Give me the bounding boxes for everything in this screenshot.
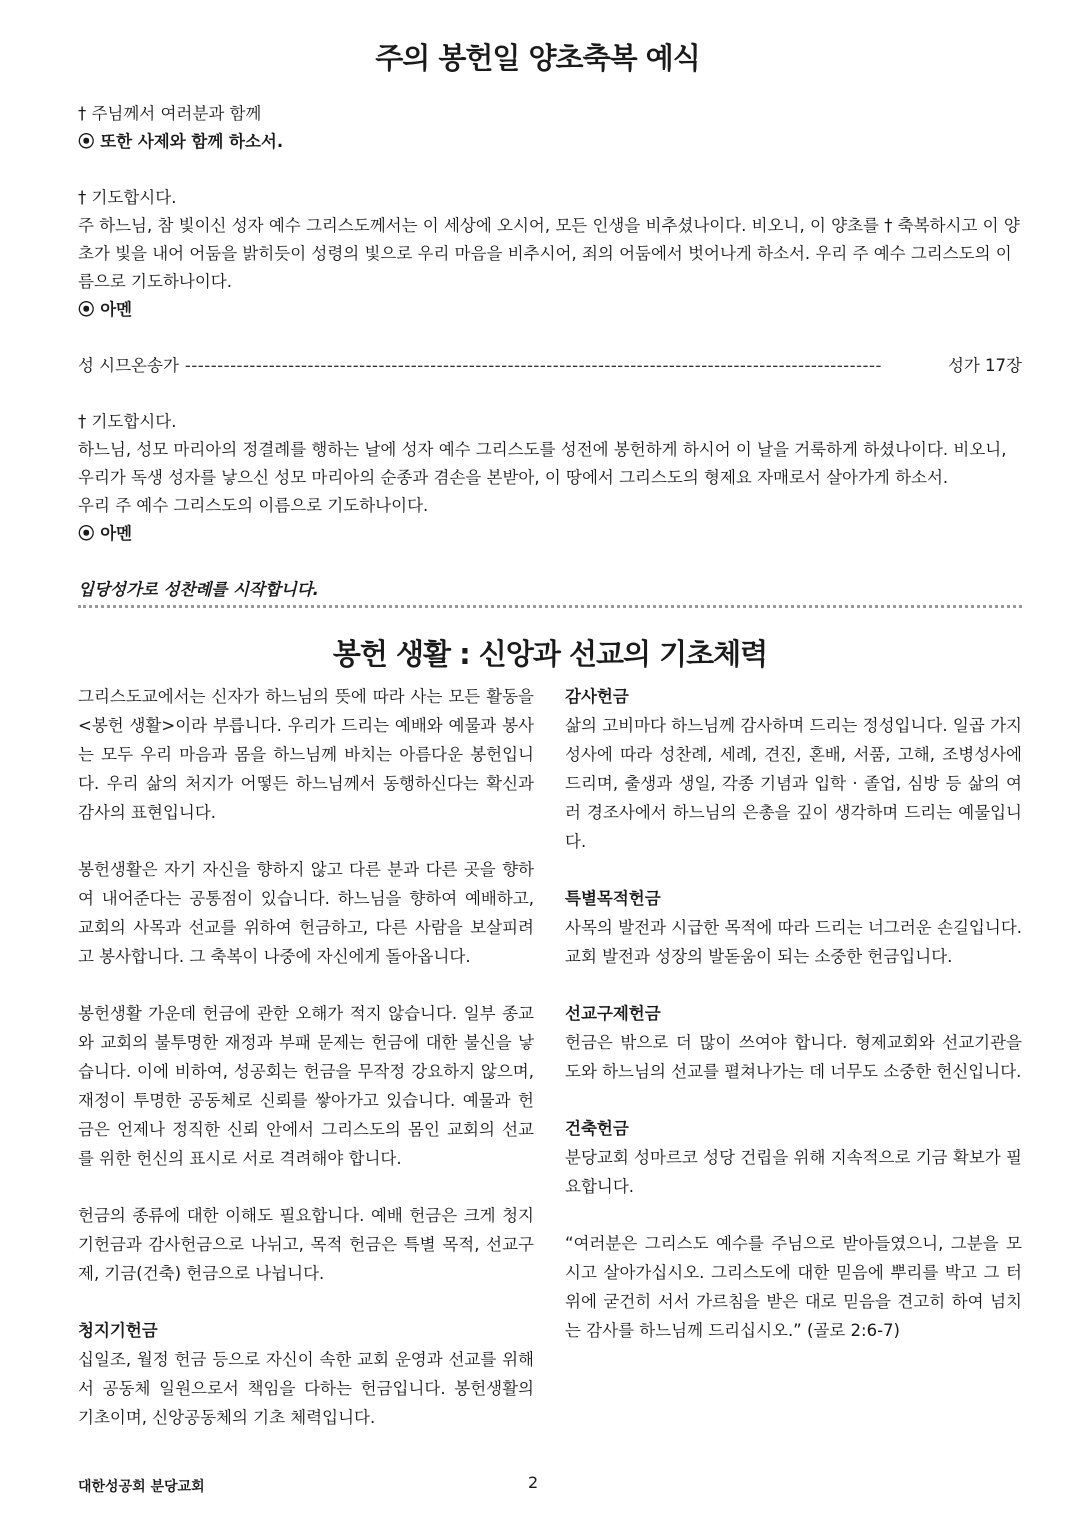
response: ⦿ 또한 사제와 함께 하소서. xyxy=(78,132,284,151)
scripture-quote: “여러분은 그리스도 예수를 주님으로 받아들였으니, 그분을 모시고 살아가십시오. 그리스도에 대한 믿음에 뿌리를 박고 그 터 위에 굳건히 서서 가르침을 받은 대로 믿음을 견고히 하여 넘치는 감사를 하느님께 드리십시오.” (골로 2:6-7) xyxy=(565,1234,1022,1340)
paragraph: 십일조, 월정 헌금 등으로 자신이 속한 교회 운영과 선교를 위해서 공동체 일원으로서 책임을 다하는 헌금입니다. 봉헌생활의 기초이며, 신앙공동체의 기초 체력입니다. xyxy=(78,1350,534,1427)
prayer-call: † 기도합시다. xyxy=(78,188,177,207)
section-divider xyxy=(78,605,1022,608)
section-title-candle-blessing: 주의 봉헌일 양초축복 예식 xyxy=(375,41,700,75)
paragraph: 헌금은 밖으로 더 많이 쓰여야 합니다. 형제교회와 선교기관을 도와 하느님의 선교를 펼쳐나가는 데 너무도 소중한 헌신입니다. xyxy=(565,1033,1022,1081)
paragraph: 삶의 고비마다 하느님께 감사하며 드리는 정성입니다. 일곱 가지 성사에 따라 성찬례, 세례, 견진, 혼배, 서품, 고해, 조병성사에 드리며, 출생과 생일, 각종 기념과 입학 · 졸업, 심방 등 삶의 여러 경조사에서 하느님의 은총을 깊이 생각하며 드리는 예물입니다. xyxy=(565,716,1022,851)
page-number: 2 xyxy=(528,1473,539,1492)
hymn-number: 성가 17장 xyxy=(947,356,1022,375)
procession-note: 입당성가로 성찬례를 시작합니다. xyxy=(78,580,319,599)
amen-response: ⦿ 아멘 xyxy=(78,300,133,319)
amen-response: ⦿ 아멘 xyxy=(78,524,133,543)
paragraph: 사목의 발전과 시급한 목적에 따라 드리는 너그러운 손길입니다. 교회 발전과 성장의 발돋움이 되는 소중한 헌금입니다. xyxy=(565,918,1022,966)
prayer-body: 하느님, 성모 마리아의 정결례를 행하는 날에 성자 예수 그리스도를 성전에 봉헌하게 하시어 이 날을 거룩하게 하셨나이다. 비오니, 우리가 독생 성자를 낳으신 성모 마리아의 순종과 겸손을 본받아, 이 땅에서 그리스도의 형제요 자매로서 살아가게 하소서. xyxy=(78,440,1007,487)
footer-organization: 대한성공회 분당교회 xyxy=(78,1479,205,1495)
canticle-line xyxy=(78,352,1022,380)
paragraph: 봉헌생활 가운데 헌금에 관한 오해가 적지 않습니다. 일부 종교와 교회의 불투명한 재정과 부패 문제는 헌금에 대한 불신을 낳습니다. 이에 비하여, 성공회는 헌금을 무작정 강요하지 않으며, 재정이 투명한 공동체로 신뢰를 쌓아가고 있습니다. 예물과 헌금은 언제나 정직한 신뢰 안에서 그리스도의 몸인 교회의 선교를 위한 헌신의 표시로 서로 격려해야 합니다. xyxy=(78,1004,534,1168)
subheading-stewardship: 청지기헌금 xyxy=(78,1321,158,1340)
versicle: † 주님께서 여러분과 함께 xyxy=(78,104,262,123)
subheading-building: 건축헌금 xyxy=(565,1119,629,1138)
section-title-offering-life: 봉헌 생활 : 신앙과 선교의 기초체력 xyxy=(332,637,768,671)
prayer-call: † 기도합시다. xyxy=(78,412,177,431)
paragraph: 봉헌생활은 자기 자신을 향하지 않고 다른 분과 다른 곳을 향하여 내어준다는 공통점이 있습니다. 하느님을 향하여 예배하고, 교회의 사목과 선교를 위하여 헌금하고, 다른 사람을 보살피려고 봉사합니다. 그 축복이 나중에 자신에게 돌아옵니다. xyxy=(78,860,534,966)
prayer-body: 주 하느님, 참 빛이신 성자 예수 그리스도께서는 이 세상에 오시어, 모든 인생을 비추셨나이다. 비오니, 이 양초를 † 축복하시고 이 양초가 빛을 내어 어둠을 밝히듯이 성령의 빛으로 우리 마음을 비추시어, 죄의 어둠에서 벗어나게 하소서. 우리 주 예수 그리스도의 이름으로 기도하나이다. xyxy=(78,216,1020,291)
liturgy-text xyxy=(78,100,1022,604)
subheading-thanks: 감사헌금 xyxy=(565,687,629,706)
paragraph: 그리스도교에서는 신자가 하느님의 뜻에 따라 사는 모든 활동을 <봉헌 생활>이라 부릅니다. 우리가 드리는 예배와 예물과 봉사는 모두 우리 마음과 몸을 하느님께 바치는 아름다운 봉헌입니다. 우리 삶의 처지가 어떻든 하느님께서 동행하신다는 확신과 감사의 표현입니다. xyxy=(78,687,534,822)
paragraph: 분당교회 성마르코 성당 건립을 위해 지속적으로 기금 확보가 필요합니다. xyxy=(565,1148,1022,1196)
prayer-closing: 우리 주 예수 그리스도의 이름으로 기도하나이다. xyxy=(78,496,429,515)
subheading-special: 특별목적헌금 xyxy=(565,889,661,908)
subheading-mission: 선교구제헌금 xyxy=(565,1004,661,1023)
canticle-name: 성 시므온송가 xyxy=(78,356,179,375)
paragraph: 헌금의 종류에 대한 이해도 필요합니다. 예배 헌금은 크게 청지기헌금과 감사헌금으로 나뉘고, 목적 헌금은 특별 목적, 선교구제, 기금(건축) 헌금으로 나뉩니다. xyxy=(78,1206,534,1283)
right-column xyxy=(565,682,1022,1345)
leader-dashes: ------------------------------------------------------------------------------------------------------------ xyxy=(184,356,882,375)
left-column xyxy=(78,682,534,1432)
